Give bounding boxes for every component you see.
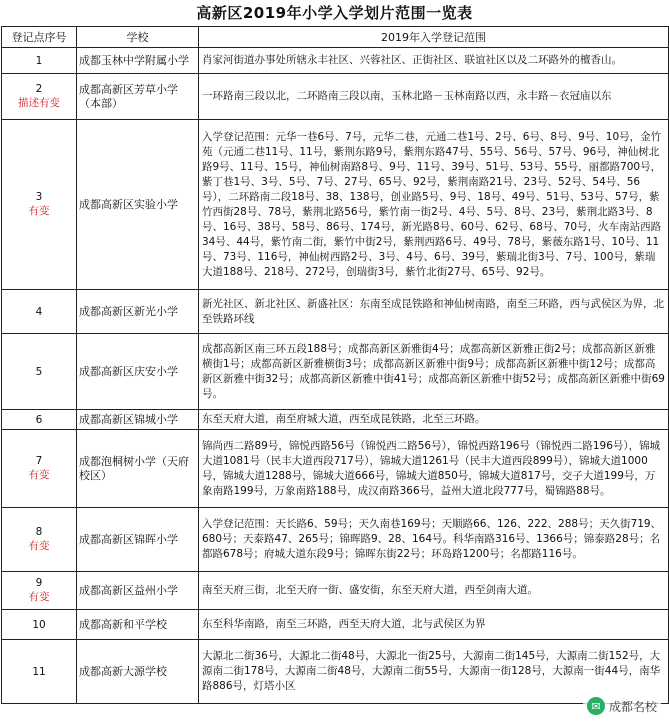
row-number: 9	[35, 577, 43, 589]
school-name: 成都高新区新光小学	[77, 290, 199, 334]
table-row	[2, 430, 669, 508]
row-number: 1	[35, 54, 43, 67]
range-text: 成都高新区南三环五段188号；成都高新区新雅街4号；成都高新区新雅正街2号；成都高新区新雅横街1号；成都高新区新雅横街3号；成都高新区新雅中街9号；成都高新区新雅中街12号；成都高新区新雅中街32号；成都高新区新雅中街41号；成都高新区新雅中街52号；成都高新区新雅中街69号。	[199, 334, 669, 410]
table-row	[2, 410, 669, 430]
row-number: 7	[35, 455, 43, 467]
header-range: 2019年入学登记范围	[199, 27, 669, 48]
row-num-cell	[2, 74, 77, 120]
range-text: 肖家河街道办事处所辖永丰社区、兴蓉社区、正街社区、联谊社区以及二环路外的檀香山。	[202, 54, 622, 66]
table-row	[2, 610, 669, 640]
row-number: 2	[35, 83, 43, 95]
table-header-row	[2, 27, 669, 48]
school-name: 成都高新和平学校	[77, 610, 199, 640]
change-badge: 有变	[28, 469, 50, 481]
row-num-cell	[2, 120, 77, 290]
row-num-cell	[2, 610, 77, 640]
table-row	[2, 120, 669, 290]
range-text: 锦尚西二路89号，锦悦西路56号（锦悦西二路56号），锦悦西路196号（锦悦西二路196号），锦城大道1081号（民丰大道西段717号），锦城大道1261号（民丰大道西段899号），锦城大道1000号，锦城大道1288号，锦城大道666号，锦城大道850号，锦城大道817号，交子大道199号，万象南路199号，万象南路188号，成汉南路366号，益州大道北段777号，蜀锦路88号。	[199, 430, 669, 508]
row-num-cell	[2, 430, 77, 508]
range-text: 大源北二街36号，大源北二街48号，大源北一街25号，大源南二街145号，大源南二街152号，大源南二街178号，大源南二街48号，大源南二街55号，大源南一街128号，大源南一街44号，南华路886号，灯塔小区	[199, 640, 669, 704]
range-cell	[199, 74, 669, 120]
school-name: 成都高新区庆安小学	[77, 334, 199, 410]
header-school: 学校	[77, 27, 199, 48]
watermark-text: 成都名校	[608, 699, 657, 714]
range-text: 一环路南三段以北，二环路南三段以南，玉林北路－玉林南路以西，永丰路－衣冠庙以东	[202, 90, 612, 102]
row-num-cell	[2, 48, 77, 74]
range-text: 东至天府大道，南至府城大道，西至成昆铁路，北至三环路。	[199, 410, 669, 430]
range-text: 新光社区、新北社区、新盛社区：东南至成昆铁路和神仙树南路，南至三环路，西与武侯区为界，北至铁路环线	[199, 290, 669, 334]
table-row	[2, 334, 669, 410]
row-number: 10	[32, 618, 46, 631]
range-cell	[199, 48, 669, 74]
range-text: 入学登记范围：天长路6、59号；天久南巷169号；天顺路66、126、222、288号；天久街719、680号；天泰路47、265号；锦晖路9、28、164号。科华南路316号、1366号；锦泰路28号；名都路678号；府城大道东段9号；锦晖东街22号；环岛路1200号；名都路116号。	[199, 508, 669, 572]
row-number: 11	[32, 665, 46, 678]
school-name: 成都高新区锦晖小学	[77, 508, 199, 572]
change-badge: 有变	[28, 540, 50, 552]
row-num-cell	[2, 334, 77, 410]
table-row	[2, 640, 669, 704]
school-name: 成都高新区锦城小学	[77, 410, 199, 430]
change-badge: 描述有变	[18, 97, 60, 109]
row-number: 8	[35, 526, 43, 538]
change-badge: 有变	[28, 591, 50, 603]
change-badge: 有变	[28, 205, 50, 217]
row-number: 4	[35, 305, 43, 318]
row-number: 5	[35, 365, 43, 378]
row-num-cell	[2, 508, 77, 572]
range-text: 入学登记范围：元华一巷6号、7号，元华二巷，元通二巷1号、2号、6号、8号、9号、10号，金竹苑（元通二巷11号、11号，紫荆东路9号，紫荆东路47号、55号、56号、57号、96号，神仙树北路9号、11号、15号，神仙树南路8号、9号、11号、39号、51号、53号、55号，丽都路700号，紫丁巷1号、3号、5号、7号、27号、65号、92号，紫荆南路21号、23号、52号、54号、56号），二环路南二段18号、38、138号，创业路5号、9号、18号、49号、51号、53号、57号，紫竹西街28号、78号，紫荆北路56号，紫竹南一街2号、4号、5号、8号、23号，紫荆北路3号、8号、16号、38号、58号、86号、174号，新光路8号、60号、62号、68号、70号，火车南站西路34号、44号，紫竹南二街，紫竹中街2号，紫荆西路6号、49号、78号，紫薇东路1号、10号、11号、73号、116号，神仙树西路2号、3号、4号、6号、39号，紫瑞北街3号、7号、100号，紫瑞大道188号、218号、272号，创瑞街3号，紫竹北街27号、65号、92号。	[199, 120, 669, 290]
range-text: 南至天府三街，北至天府一街、盛安街，东至天府大道，西至剑南大道。	[199, 572, 669, 610]
enrollment-table	[1, 26, 669, 704]
row-num-cell	[2, 572, 77, 610]
watermark	[583, 696, 661, 716]
table-row	[2, 290, 669, 334]
row-num-cell	[2, 640, 77, 704]
table-row	[2, 508, 669, 572]
school-name: 成都玉林中学附属小学	[77, 48, 199, 74]
row-number: 3	[35, 191, 43, 203]
school-name: 成都高新区实验小学	[77, 120, 199, 290]
wechat-icon: ✉	[587, 697, 605, 715]
page-title: 高新区2019年小学入学划片范围一览表	[196, 4, 473, 22]
row-num-cell	[2, 410, 77, 430]
school-name: 成都高新大源学校	[77, 640, 199, 704]
row-number: 6	[35, 413, 43, 426]
school-name: 成都泡桐树小学（天府校区）	[77, 430, 199, 508]
school-name: 成都高新区芳草小学（本部）	[77, 74, 199, 120]
header-num: 登记点序号	[2, 27, 77, 48]
table-row	[2, 48, 669, 74]
table-row	[2, 572, 669, 610]
school-name: 成都高新区益州小学	[77, 572, 199, 610]
table-row	[2, 74, 669, 120]
range-text: 东至科华南路，南至三环路，西至天府大道，北与武侯区为界	[199, 610, 669, 640]
row-num-cell	[2, 290, 77, 334]
